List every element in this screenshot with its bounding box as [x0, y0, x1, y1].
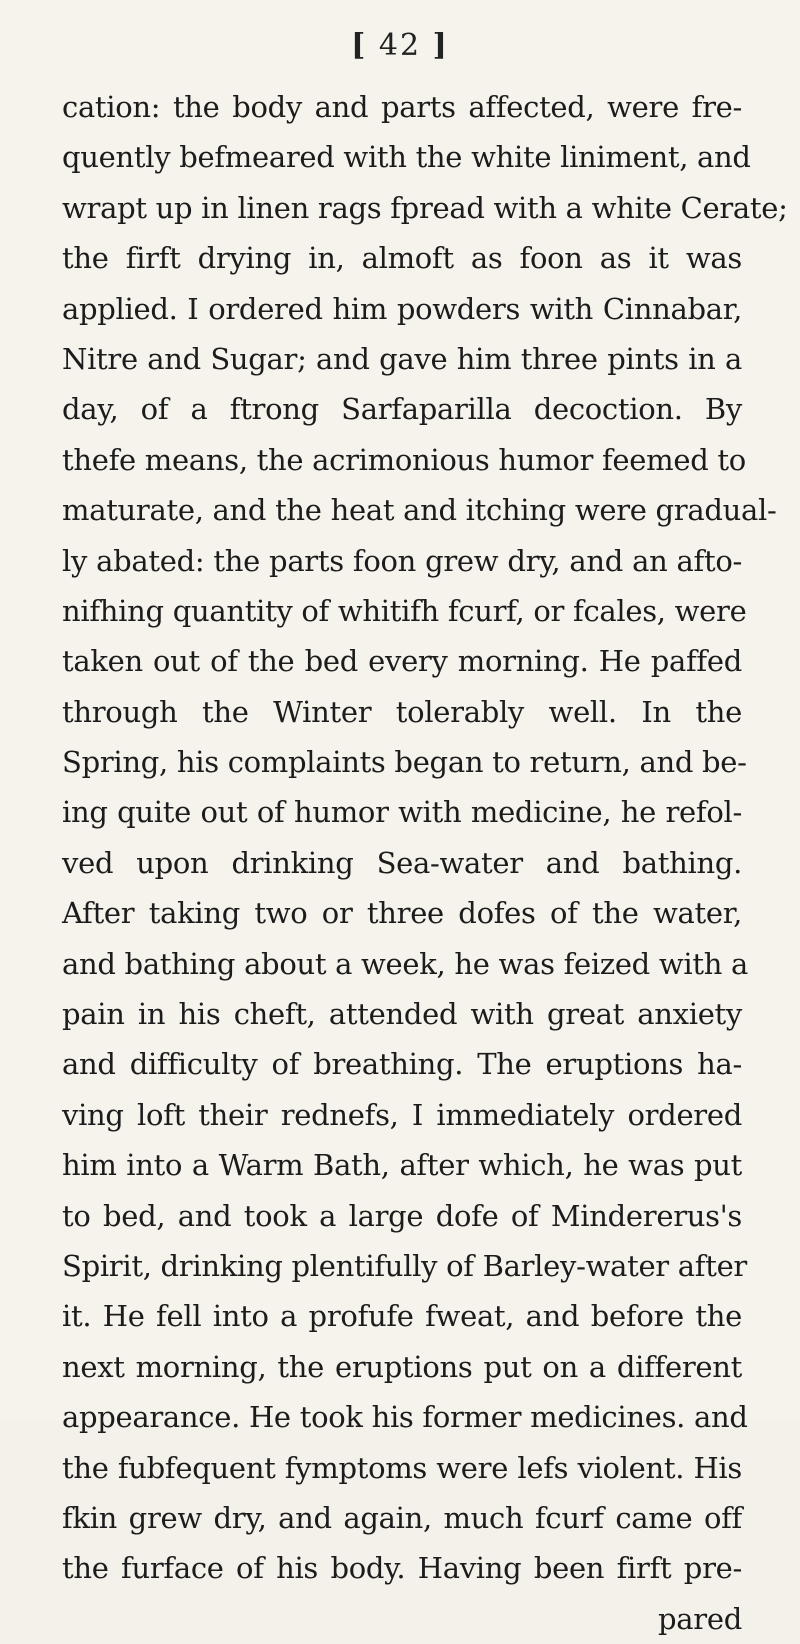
- text-line: ly abated: the parts foon grew dry, and an afto-: [62, 543, 742, 578]
- text-line: Spirit, drinking plentifully of Barley-water after: [62, 1248, 747, 1283]
- text-line: applied. I ordered him powders with Cinnabar,: [62, 291, 742, 326]
- text-line: maturate, and the heat and itching were gradual-: [62, 493, 777, 528]
- text-line: ing quite out of humor with medicine, he refol-: [62, 795, 742, 830]
- text-line: and difficulty of breathing. The eruptions ha-: [62, 1047, 742, 1082]
- running-head: [0, 28, 800, 63]
- text-line: through the Winter tolerably well. In the: [62, 694, 742, 729]
- text-line: it. He fell into a profufe fweat, and before the: [62, 1299, 742, 1334]
- text-line: cation: the body and parts affected, were fre-: [62, 90, 742, 124]
- text-line: quently befmeared with the white liniment, and: [62, 140, 751, 175]
- text-line: ved upon drinking Sea-water and bathing.: [62, 845, 742, 880]
- body-text: [62, 82, 788, 1644]
- text-line: him into a Warm Bath, after which, he was put: [62, 1148, 742, 1183]
- page-number: 42: [378, 28, 422, 63]
- catchword: pared: [658, 1601, 742, 1636]
- text-line: wrapt up in linen rags fpread with a white Cerate;: [62, 190, 788, 225]
- text-line: fkin grew dry, and again, much fcurf came off: [62, 1500, 742, 1535]
- text-line: Nitre and Sugar; and gave him three pints in a: [62, 341, 742, 376]
- text-line: appearance. He took his former medicines. and: [62, 1400, 748, 1435]
- text-line: day, of a ftrong Sarfaparilla decoction. By: [62, 392, 742, 427]
- text-line: nifhing quantity of whitifh fcurf, or fcales, were: [62, 593, 747, 628]
- text-line: to bed, and took a large dofe of Mindererus's: [62, 1198, 742, 1233]
- text-line: taken out of the bed every morning. He paffed: [62, 644, 742, 679]
- text-line: pain in his cheft, attended with great anxiety: [62, 997, 742, 1032]
- text-line: the fubfequent fymptoms were lefs violent. His: [62, 1450, 742, 1485]
- close-bracket: ]: [432, 28, 449, 63]
- text-line: next morning, the eruptions put on a different: [62, 1349, 742, 1384]
- text-line: thefe means, the acrimonious humor feemed to: [62, 442, 746, 477]
- text-line: After taking two or three dofes of the water,: [62, 896, 742, 931]
- text-line: ving loft their rednefs, I immediately ordered: [62, 1097, 742, 1132]
- text-line: the firft drying in, almoft as foon as it was: [62, 241, 742, 276]
- text-line: the furface of his body. Having been firft pre-: [62, 1551, 742, 1586]
- text-line: and bathing about a week, he was feized with a: [62, 946, 748, 981]
- open-bracket: [: [351, 28, 368, 63]
- text-line: Spring, his complaints began to return, and be-: [62, 745, 747, 780]
